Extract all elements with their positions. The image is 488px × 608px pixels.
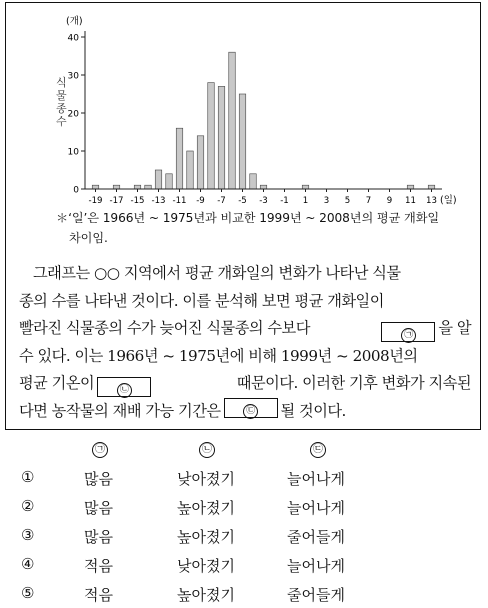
blank-c-marker: ㉢ [243,404,258,419]
paragraph-text: 종의 수를 나타낸 것이다. 이를 분석해 보면 평균 개화일이 [19,291,384,310]
blank-a-marker: ㉠ [401,328,416,343]
x-tick-label: 13 [426,196,437,206]
option-c: 늘어나게 [287,470,345,488]
bar [229,52,236,189]
bar [155,170,162,189]
paragraph-text: 빨라진 식물종의 수가 늦어진 식물종의 수보다 [19,319,310,338]
option-c: 늘어나게 [287,557,345,575]
header-a: ㉠ [92,442,108,458]
bar [218,86,225,189]
bar [134,185,141,189]
option-number: ② [21,497,35,515]
y-unit-label: (개) [66,16,83,27]
bar [428,185,435,189]
blank-b [97,377,151,397]
bar [208,83,215,189]
bar [113,185,120,189]
x-tick-label: -13 [151,196,166,206]
question-paragraph [19,260,471,426]
note-line-1: ＊‘일’은 1966년 ~ 1975년과 비교한 1999년 ~ 2008년의 평균 개화일 [56,211,440,225]
option-5[interactable] [0,584,488,608]
option-a: 많음 [84,470,113,488]
option-3[interactable] [0,526,488,550]
blank-c [224,398,278,418]
header-c: ㉢ [310,442,326,458]
option-number: ④ [21,555,35,573]
x-tick-label: 9 [386,196,393,206]
bar [197,136,204,189]
y-tick-label: 0 [73,185,79,196]
option-c: 늘어나게 [287,499,345,517]
note-line-2: 차이임. [69,231,108,245]
option-b: 높아졌기 [177,528,235,546]
x-tick-label: -3 [259,196,268,206]
paragraph-line [19,398,471,426]
paragraph-line [19,260,471,288]
bar [250,174,257,189]
option-number: ⑤ [21,584,35,602]
bar [92,185,99,189]
y-tick-label: 20 [67,109,79,120]
bar [166,174,173,189]
paragraph-line [19,288,471,316]
y-tick-label: 40 [67,33,79,44]
options-header [0,438,488,462]
x-tick-label: -15 [130,196,145,206]
option-c: 줄어들게 [287,528,345,546]
y-axis-label-char: 수 [56,115,67,128]
bar [187,151,194,189]
bar [302,185,309,189]
bars [92,52,435,189]
paragraph-text: 평균 기온이 [19,374,95,393]
x-tick-label: -11 [172,196,187,206]
paragraph-text: 수 있다. 이는 1966년 ~ 1975년에 비해 1999년 ~ 2008년의 [19,346,418,365]
paragraph-line [19,315,471,343]
bar [407,185,414,189]
question-box [5,2,481,430]
y-tick-label: 30 [67,71,79,82]
x-tick-label: -9 [196,196,205,206]
blank-b-marker: ㉡ [117,383,132,398]
option-b: 높아졌기 [177,499,235,517]
option-a: 적음 [84,586,113,604]
x-tick-label: 5 [344,196,351,206]
option-b: 낮아졌기 [177,470,235,488]
paragraph-line [19,370,471,398]
option-a: 적음 [84,557,113,575]
x-ticks [88,189,436,206]
paragraph-text: 다면 농작물의 재배 가능 기간은 [19,401,221,420]
y-axis-label [56,75,67,128]
option-number: ③ [21,526,35,544]
blank-a [381,322,435,342]
option-a: 많음 [84,499,113,517]
bar [239,94,246,189]
x-tick-label: -1 [280,196,289,206]
option-4[interactable] [0,555,488,579]
y-axis-label-char: 물 [56,89,67,102]
paragraph-text: 그래프는 ○○ 지역에서 평균 개화일의 변화가 나타난 식물 [33,264,401,282]
x-tick-label: -7 [217,196,226,206]
option-a: 많음 [84,528,113,546]
option-1[interactable] [0,468,488,492]
header-b: ㉡ [199,442,215,458]
x-unit-label: (일) [440,195,457,206]
x-tick-label: 1 [302,196,309,206]
x-tick-label: -19 [88,196,103,206]
option-b: 높아졌기 [177,586,235,604]
option-2[interactable] [0,497,488,521]
y-tick-label: 10 [67,147,79,158]
option-b: 낮아졌기 [177,557,235,575]
x-tick-label: 3 [323,196,330,206]
option-number: ① [21,468,35,486]
bar [176,128,183,189]
x-tick-label: -17 [109,196,124,206]
bar [260,185,267,189]
y-axis-label-char: 식 [56,76,67,89]
y-axis-label-char: 종 [56,102,67,115]
bar [145,185,152,189]
x-tick-label: -5 [238,196,247,206]
paragraph-text: 될 것이다. [280,401,346,420]
x-tick-label: 7 [365,196,372,206]
paragraph-text: 을 알 [438,319,471,338]
option-c: 줄어들게 [287,586,345,604]
paragraph-text: 때문이다. 이러한 기후 변화가 지속된 [236,374,471,393]
paragraph-line [19,343,471,371]
x-tick-label: 11 [405,196,416,206]
flowering-date-chart [6,3,482,218]
y-ticks [68,34,85,196]
